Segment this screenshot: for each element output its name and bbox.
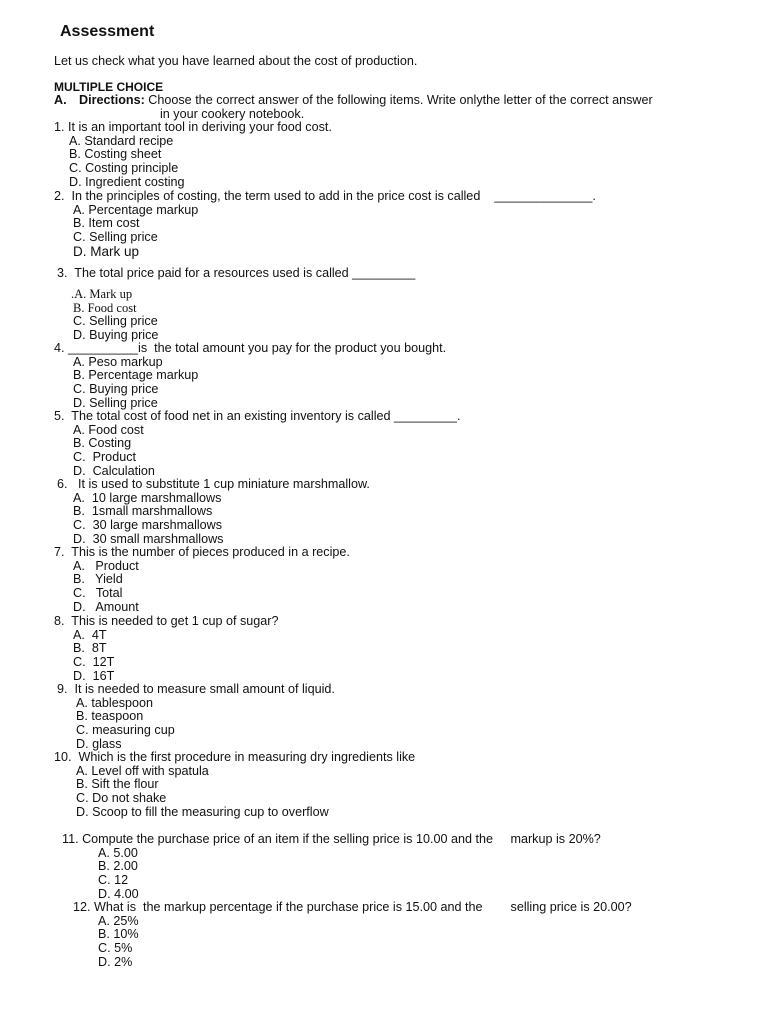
answer-option: C. 30 large marshmallows	[73, 518, 223, 533]
answer-option: B. Costing sheet	[69, 147, 162, 162]
question-stem: 11. Compute the purchase price of an item if the selling price is 10.00 and the markup is 20%?	[62, 832, 601, 846]
answer-option: B. 1small marshmallows	[73, 504, 213, 519]
answer-option: B. Item cost	[73, 216, 140, 231]
answer-option: D. Calculation	[73, 463, 155, 478]
answer-option: A. Food cost	[73, 422, 144, 437]
answer-option: D. Mark up	[73, 243, 140, 259]
directions-letter: A.	[54, 93, 67, 107]
answer-option: B. 8T	[73, 641, 107, 656]
answer-option: D. Amount	[73, 599, 139, 614]
intro-text: Let us check what you have learned about the cost of production.	[54, 54, 418, 68]
answer-option: C. Selling price	[73, 314, 158, 329]
answer-option: B. Yield	[73, 572, 123, 587]
answer-option: D. 16T	[73, 668, 115, 683]
answer-option: B. Costing	[73, 436, 132, 451]
directions-text-continued: in your cookery notebook.	[160, 106, 305, 121]
question-stem: 3. The total price paid for a resources used is called _________	[57, 266, 416, 280]
answer-option: B. Percentage markup	[73, 368, 199, 383]
answer-option: D. Ingredient costing	[69, 174, 185, 189]
question-3-options	[54, 288, 754, 343]
answer-option: C. Total	[73, 586, 123, 601]
answer-option: D. 2%	[98, 954, 133, 969]
question-8	[54, 615, 754, 684]
question-stem: 1. It is an important tool in deriving your food cost.	[54, 120, 332, 134]
question-7	[54, 546, 754, 615]
answer-option: C. Costing principle	[69, 161, 179, 176]
answer-option: A. Standard recipe	[69, 133, 174, 148]
answer-option: .A. Mark up	[71, 287, 133, 301]
answer-option: B. 2.00	[98, 859, 138, 874]
question-6	[54, 478, 754, 547]
answer-option: D. Buying price	[73, 328, 159, 343]
answer-option: C. Product	[73, 450, 136, 465]
answer-option: C. Selling price	[73, 230, 158, 245]
answer-option: A. 5.00	[98, 845, 138, 860]
answer-option: C. 5%	[98, 941, 133, 956]
question-stem: 7. This is the number of pieces produced in a recipe.	[54, 545, 350, 559]
answer-option: D. Scoop to fill the measuring cup to overflow	[76, 804, 329, 819]
answer-option: A. Product	[73, 558, 139, 573]
question-11	[62, 833, 762, 902]
answer-option: C. 12T	[73, 655, 115, 670]
answer-option: A. Level off with spatula	[76, 763, 209, 778]
answer-option: A. 10 large marshmallows	[73, 490, 222, 505]
question-10	[54, 751, 754, 820]
question-stem: 2. In the principles of costing, the term used to add in the price cost is called ______________.	[54, 189, 596, 203]
answer-option: D. Selling price	[73, 395, 158, 410]
answer-option: D. glass	[76, 736, 122, 751]
directions	[54, 94, 754, 121]
question-stem: 4. __________is the total amount you pay for the product you bought.	[54, 341, 447, 355]
answer-option: D. 4.00	[98, 886, 139, 901]
answer-option: B. 10%	[98, 927, 139, 942]
answer-option: C. Do not shake	[76, 791, 167, 806]
answer-option: A. tablespoon	[76, 695, 154, 710]
section-heading: MULTIPLE CHOICE	[54, 80, 164, 94]
question-9	[54, 683, 754, 752]
page-title: Assessment	[60, 23, 155, 40]
answer-option: B. Food cost	[73, 300, 137, 315]
answer-option: C. measuring cup	[76, 723, 175, 738]
question-stem: 6. It is used to substitute 1 cup miniature marshmallow.	[57, 477, 370, 491]
question-5	[54, 410, 754, 479]
question-stem: 10. Which is the first procedure in measuring dry ingredients like	[54, 750, 416, 764]
answer-option: D. 30 small marshmallows	[73, 531, 224, 546]
answer-option: B. teaspoon	[76, 709, 144, 724]
answer-option: B. Sift the flour	[76, 777, 159, 792]
question-4	[54, 342, 754, 411]
question-stem: 12. What is the markup percentage if the purchase price is 15.00 and the selling price is 20.00?	[73, 900, 632, 914]
question-12	[73, 901, 768, 970]
answer-option: A. Percentage markup	[73, 202, 199, 217]
answer-option: C. 12	[98, 873, 129, 888]
question-stem: 5. The total cost of food net in an existing inventory is called _________.	[54, 409, 461, 423]
answer-option: A. Peso markup	[73, 354, 163, 369]
directions-text: Choose the correct answer of the following items. Write onlythe letter of the correct answer	[148, 93, 653, 107]
directions-label: Directions:	[79, 93, 145, 107]
answer-option: A. 4T	[73, 627, 107, 642]
question-2	[54, 190, 754, 259]
question-3	[54, 267, 754, 281]
question-stem: 8. This is needed to get 1 cup of sugar?	[54, 614, 279, 628]
answer-option: C. Buying price	[73, 382, 159, 397]
answer-option: A. 25%	[98, 913, 139, 928]
question-stem: 9. It is needed to measure small amount of liquid.	[57, 682, 335, 696]
question-1	[54, 121, 754, 190]
